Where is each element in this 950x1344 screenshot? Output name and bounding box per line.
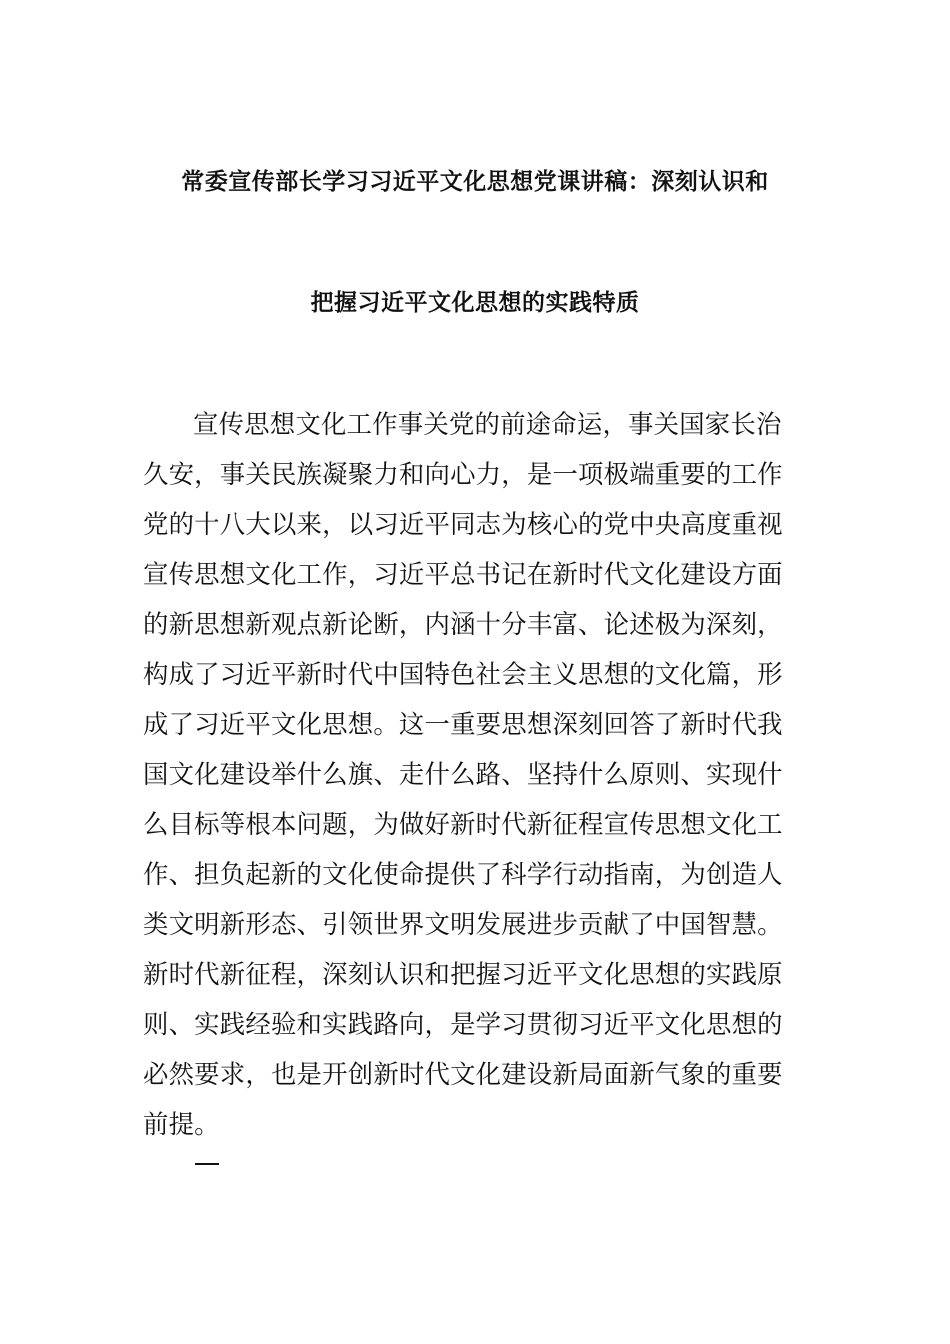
body-line: 则、实践经验和实践路向，是学习贯彻习近平文化思想的 [143, 1009, 783, 1039]
body-line: 宣传思想文化工作，习近平总书记在新时代文化建设方面 [143, 559, 783, 589]
section-marker [195, 1163, 219, 1165]
body-line: 的新思想新观点新论断，内涵十分丰富、论述极为深刻， [143, 609, 783, 639]
body-line: 久安，事关民族凝聚力和向心力，是一项极端重要的工作 [143, 459, 783, 489]
body-line: 作、担负起新的文化使命提供了科学行动指南，为创造人 [143, 859, 783, 889]
body-line: 党的十八大以来，以习近平同志为核心的党中央高度重视 [143, 509, 783, 539]
body-line: 宣传思想文化工作事关党的前途命运，事关国家长治 [193, 409, 782, 439]
body-line: 构成了习近平新时代中国特色社会主义思想的文化篇，形 [143, 659, 783, 689]
body-line: 成了习近平文化思想。这一重要思想深刻回答了新时代我 [143, 709, 783, 739]
body-line: 类文明新形态、引领世界文明发展进步贡献了中国智慧。 [143, 909, 783, 939]
body-line: 前提。 [143, 1109, 220, 1139]
body-line: 必然要求，也是开创新时代文化建设新局面新气象的重要 [143, 1059, 783, 1089]
document-title-line-2: 把握习近平文化思想的实践特质 [310, 290, 640, 316]
body-line: 新时代新征程，深刻认识和把握习近平文化思想的实践原 [143, 959, 783, 989]
body-line: 国文化建设举什么旗、走什么路、坚持什么原则、实现什 [143, 759, 783, 789]
body-line: 么目标等根本问题，为做好新时代新征程宣传思想文化工 [143, 809, 783, 839]
document-title-line-1: 常委宣传部长学习习近平文化思想党课讲稿：深刻认识和 [181, 169, 769, 195]
